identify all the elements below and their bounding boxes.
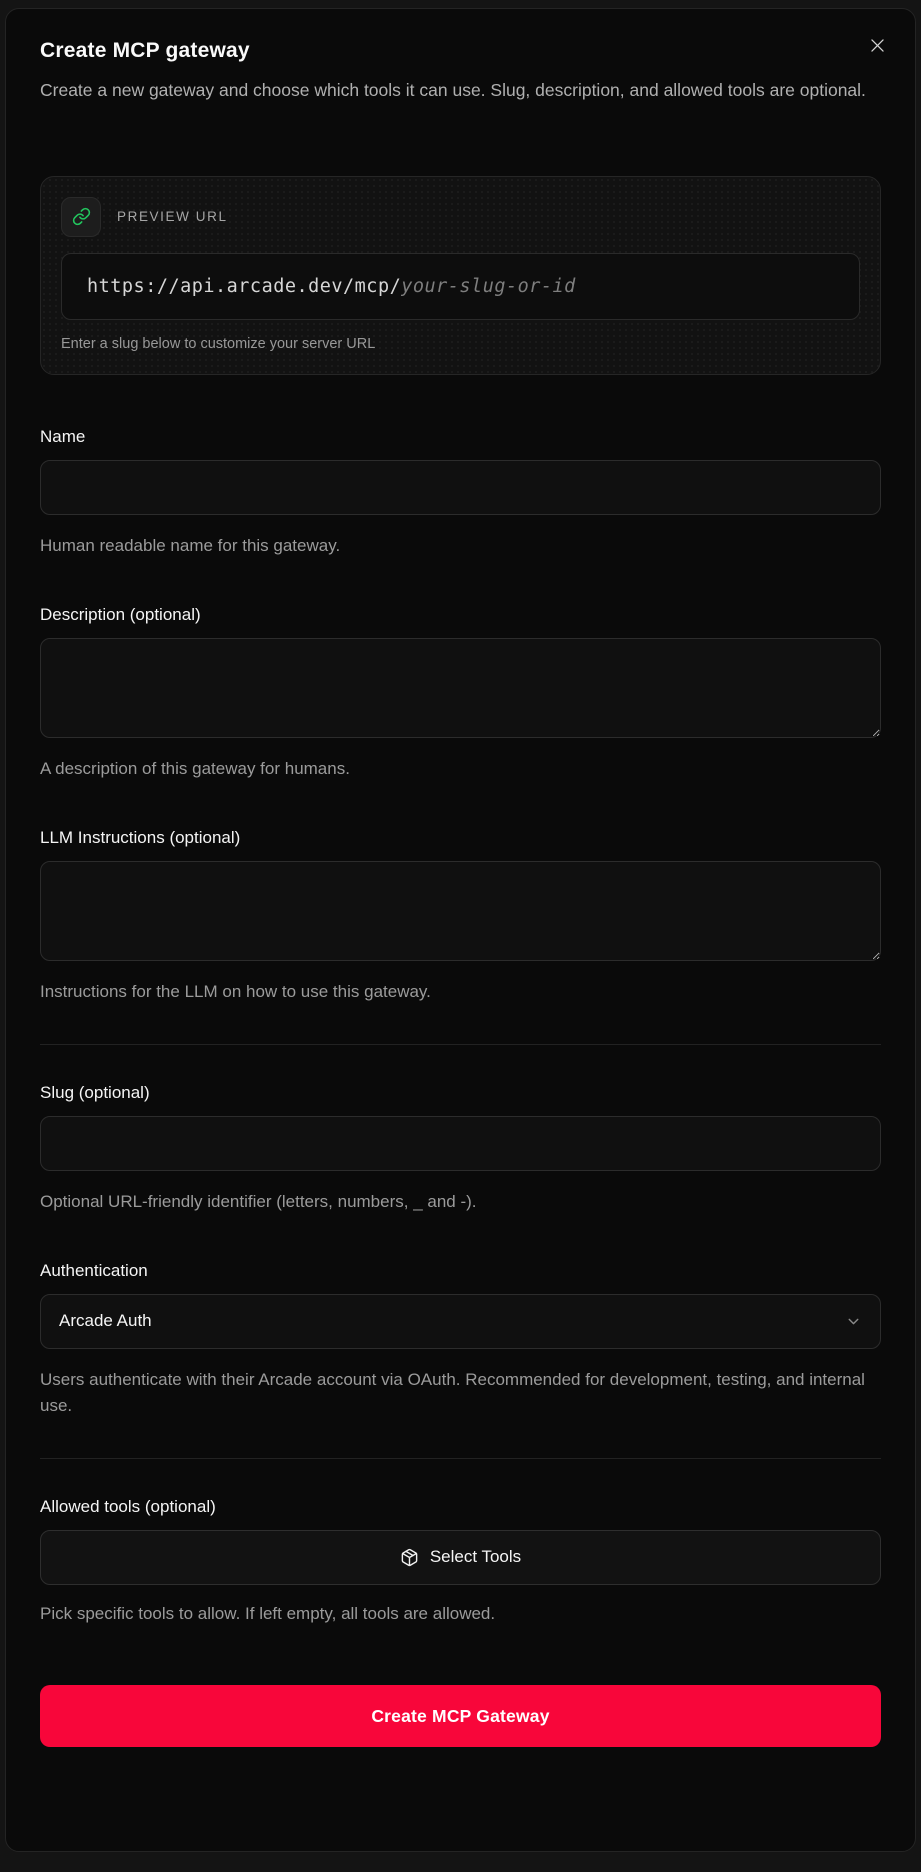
select-tools-button[interactable] [40,1530,881,1585]
description-textarea[interactable] [40,638,881,738]
link-icon [72,207,91,226]
preview-url-card [40,176,881,375]
slug-help: Optional URL-friendly identifier (letters, numbers, _ and -). [40,1191,477,1211]
create-gateway-button[interactable]: Create MCP Gateway [40,1685,881,1747]
description-label: Description (optional) [40,604,201,624]
llm-instructions-help: Instructions for the LLM on how to use this gateway. [40,982,431,1002]
chevron-down-icon [845,1313,862,1330]
preview-url-display [61,253,860,320]
preview-url-hint: Enter a slug below to customize your server URL [61,335,376,352]
select-tools-label: Select Tools [429,1547,522,1567]
authentication-label: Authentication [40,1260,148,1280]
authentication-help: Users authenticate with their Arcade account via OAuth. Recommended for development, testing, and internal use. [40,1369,865,1416]
preview-url-header [61,197,860,237]
url-slug-placeholder: your-slug-or-id [401,275,576,297]
slug-label: Slug (optional) [40,1082,150,1102]
llm-instructions-textarea[interactable] [40,861,881,961]
close-icon [868,36,887,55]
name-field-section [40,427,881,559]
close-button[interactable] [863,31,891,59]
dialog-subtitle: Create a new gateway and choose which tools it can use. Slug, description, and allowed tools are optional. [40,80,866,100]
llm-instructions-field-section [40,828,881,1005]
name-label: Name [40,426,86,446]
authentication-field-section [40,1261,881,1420]
allowed-tools-label: Allowed tools (optional) [40,1496,216,1516]
description-help: A description of this gateway for humans. [40,758,350,778]
description-field-section [40,605,881,782]
preview-url-label: PREVIEW URL [117,209,228,225]
slug-input[interactable] [40,1116,881,1171]
url-prefix: https://api.arcade.dev/mcp/ [87,275,402,297]
llm-instructions-label: LLM Instructions (optional) [40,828,241,848]
dialog-title: Create MCP gateway [40,39,250,62]
package-icon [400,1548,419,1567]
allowed-tools-help: Pick specific tools to allow. If left empty, all tools are allowed. [40,1603,496,1623]
authentication-selected-value: Arcade Auth [59,1311,152,1331]
authentication-select[interactable] [40,1294,881,1349]
create-mcp-gateway-dialog [5,8,916,1852]
slug-field-section [40,1083,881,1215]
allowed-tools-section [40,1497,881,1627]
name-help: Human readable name for this gateway. [40,535,341,555]
name-input[interactable] [40,460,881,515]
section-divider [40,1458,881,1459]
section-divider [40,1044,881,1045]
link-icon-badge [61,197,101,237]
